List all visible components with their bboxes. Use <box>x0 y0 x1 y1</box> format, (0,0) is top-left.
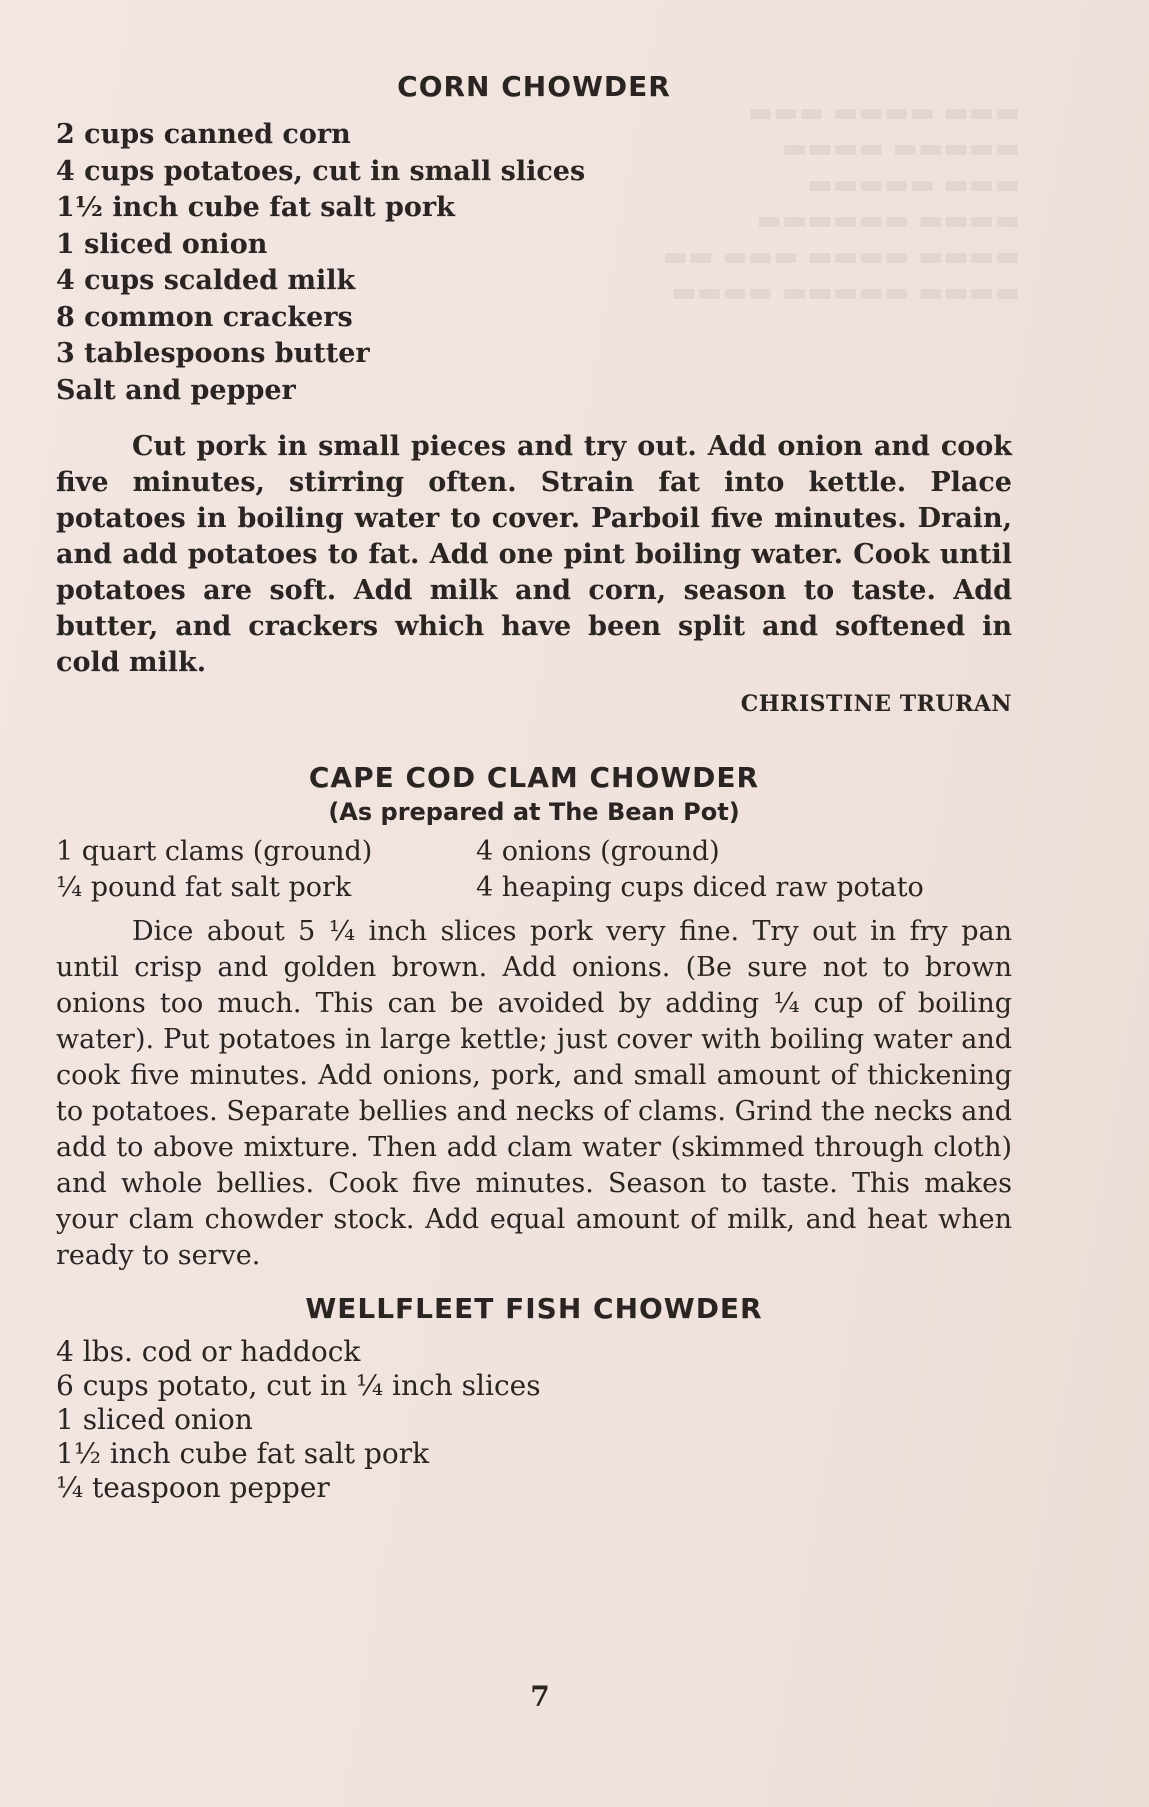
ingredient: Salt and pepper <box>56 374 296 406</box>
ingredient: 2 cups canned corn <box>56 119 351 150</box>
page-content <box>56 70 1012 1505</box>
ingredient: ¼ pound fat salt pork <box>56 872 352 903</box>
ingredient: 1½ inch cube fat salt pork <box>56 1437 430 1470</box>
recipe-method: Cut pork in small pieces and try out. Add onion and cook five minutes, stirring often. Strain fat into kettle. Place potatoes in boiling water to cover. Parboil five minutes. Drain, and add potatoes to fat. Add one pint boiling water. Cook until potatoes are soft. Add milk and corn, season to taste. Add butter, and crackers which have been split and softened in cold milk. <box>56 431 1012 678</box>
ingredient: 1 sliced onion <box>56 1403 253 1436</box>
recipe-corn-chowder <box>56 70 1012 717</box>
ingredient: ¼ teaspoon pepper <box>56 1471 330 1504</box>
recipe-title: WELLFLEET FISH CHOWDER <box>305 1292 763 1325</box>
bleed-through-text: ▬▬▬ ▬▬▬▬ ▬▬▬ ▬▬▬▬▬ ▬▬▬▬ ▬▬▬ ▬▬▬▬▬ ▬▬▬▬ ▬▬▬▬▬▬ ▬▬▬▬ ▬▬▬▬ ▬▬▬ ▬▬ ▬▬▬▬ ▬▬▬▬▬ ▬▬▬▬ <box>662 97 1020 308</box>
ingredient-list <box>56 117 1012 409</box>
recipe-title: CORN CHOWDER <box>397 70 671 103</box>
ingredient: 8 common crackers <box>56 301 353 333</box>
ingredient: 1 sliced onion <box>56 228 268 260</box>
ingredient: 6 cups potato, cut in ¼ inch slices <box>56 1369 541 1402</box>
recipe-title: CAPE COD CLAM CHOWDER <box>308 761 760 794</box>
ingredient: 4 heaping cups diced raw potato <box>476 872 924 903</box>
ingredient: 4 cups potatoes, cut in small slices <box>56 155 586 187</box>
page-number: 7 <box>530 1680 550 1713</box>
ingredient-list <box>56 1335 1012 1505</box>
ingredient: 4 onions (ground) <box>476 836 720 867</box>
recipe-wellfleet-fish-chowder <box>56 1292 1012 1505</box>
recipe-cape-cod-clam-chowder <box>56 761 1012 1274</box>
recipe-attribution: CHRISTINE TRURAN <box>740 691 1012 717</box>
recipe-subtitle: (As prepared at The Bean Pot) <box>328 798 740 826</box>
ingredient: 4 cups scalded milk <box>56 265 356 296</box>
ingredient: 3 tablespoons butter <box>56 338 370 369</box>
ingredient-columns <box>56 834 1012 906</box>
ingredient: 1 quart clams (ground) <box>56 836 373 867</box>
recipe-method: Dice about 5 ¼ inch slices pork very fine. Try out in fry pan until crisp and golden brown. Add onions. (Be sure not to brown onions too much. This can be avoided by adding ¼ cup of boiling water). Put potatoes in large kettle; just cover with boiling water and cook five minutes. Add onions, pork, and small amount of thickening to potatoes. Separate bellies and necks of clams. Grind the necks and add to above mixture. Then add clam water (skimmed through cloth) and whole bellies. Cook five minutes. Season to taste. This makes your clam chowder stock. Add equal amount of milk, and heat when ready to serve. <box>56 916 1012 1271</box>
ingredient: 1½ inch cube fat salt pork <box>56 192 455 223</box>
ingredient: 4 lbs. cod or haddock <box>56 1335 361 1368</box>
